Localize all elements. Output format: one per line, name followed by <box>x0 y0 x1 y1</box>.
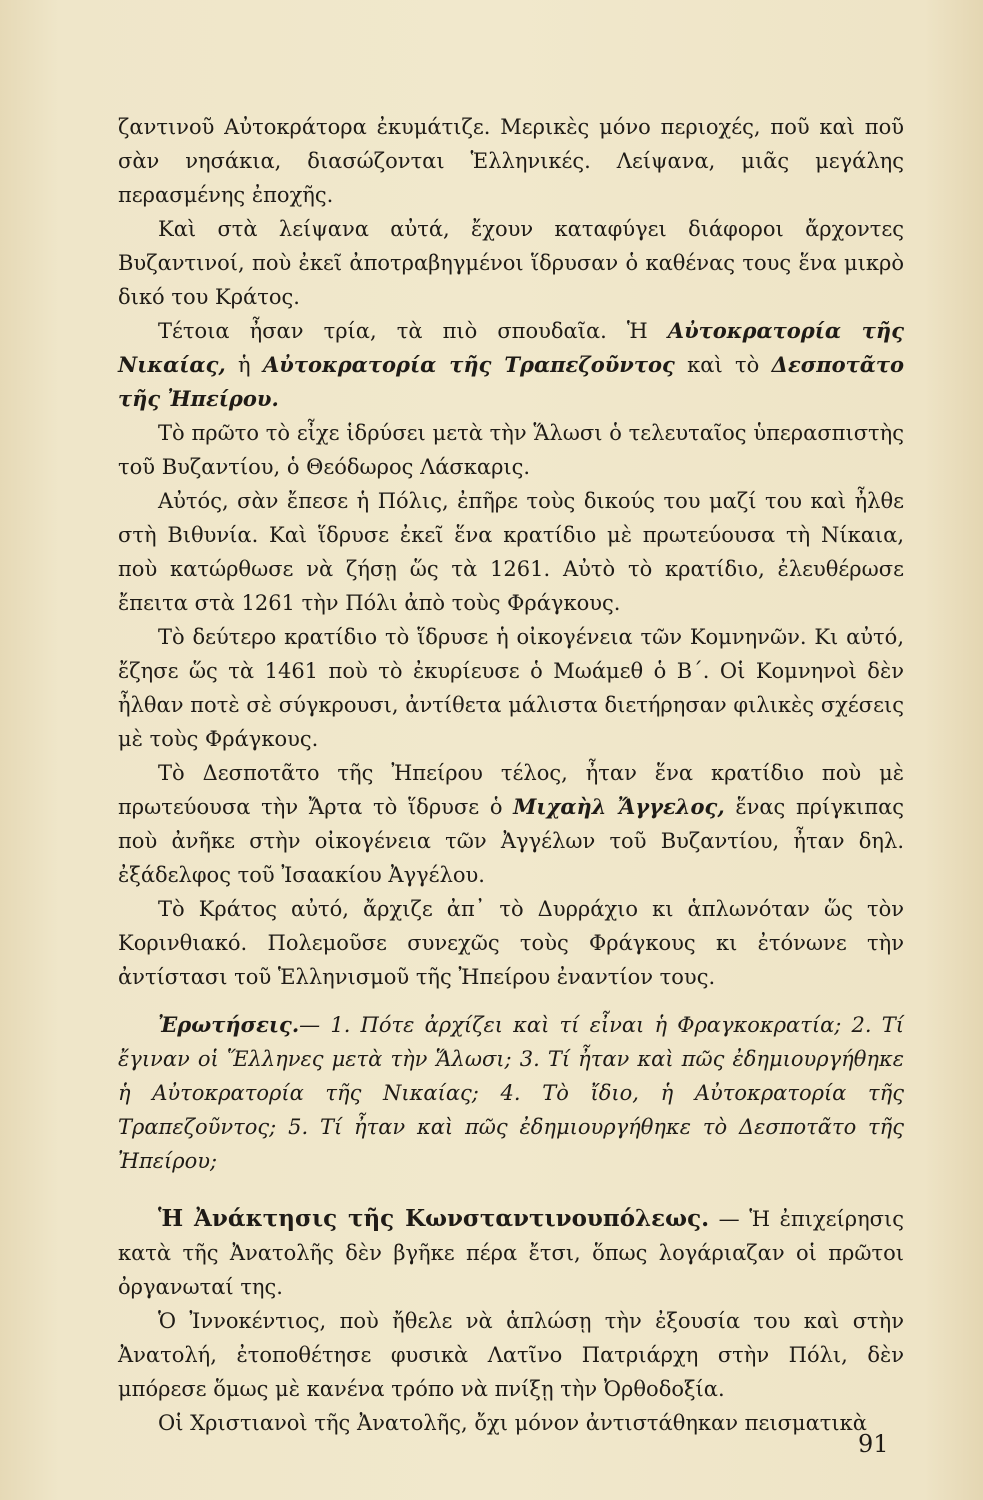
paragraph-3 <box>118 314 904 416</box>
empire-nicaea: Αὐτοκρατορία τῆς Νικαίας, <box>118 318 904 377</box>
text-run: καὶ τὸ <box>674 353 772 377</box>
questions-text: — 1. Πότε ἀρχίζει καὶ τί εἶναι ἡ Φραγκοκρατία; 2. Τί ἔγιναν οἱ Ἕλληνες μετὰ τὴν Ἅλωσι; 3. Τί ἦταν καὶ πῶς ἐδημιουργήθηκε ἡ Αὐτοκρατορία τῆς Νικαίας; 4. Τὸ ἴδιο, ἡ Αὐτοκρατορία τῆς Τραπεζοῦντος; 5. Τί ἦταν καὶ πῶς ἐδημιουργήθηκε τὸ Δεσποτᾶτο τῆς Ἠπείρου; <box>118 1013 904 1173</box>
section-heading: Ἡ Ἀνάκτησις τῆς Κωνσταντινουπόλεως. <box>158 1205 710 1232</box>
section-paragraph-2: Ὁ Ἰννοκέντιος, ποὺ ἤθελε νὰ ἁπλώσῃ τὴν ἐξουσία του καὶ στὴν Ἀνατολή, ἐτοποθέτησε φυσικὰ Λατῖνο Πατριάρχη στὴν Πόλι, δὲν μπόρεσε ὅμως μὲ κανένα τρόπο νὰ πνίξῃ τὴν Ὀρθοδοξία. <box>118 1309 904 1401</box>
paragraph-6: Τὸ δεύτερο κρατίδιο τὸ ἵδρυσε ἡ οἰκογένεια τῶν Κομνηνῶν. Κι αὐτό, ἔζησε ὥς τὰ 1461 ποὺ τὸ ἐκυρίευσε ὁ Μωάμεθ ὁ Β΄. Οἱ Κομνηνοὶ δὲν ἦλθαν ποτὲ σὲ σύγκρουσι, ἀντίθετα μάλιστα διετήρησαν φιλικὲς σχέσεις μὲ τοὺς Φράγκους. <box>118 625 904 751</box>
paragraph-2: Καὶ στὰ λείψανα αὐτά, ἔχουν καταφύγει διάφοροι ἄρχοντες Βυζαντινοί, ποὺ ἐκεῖ ἀποτραβηγμένοι ἵδρυσαν ὁ καθένας τους ἕνα μικρὸ δικό του Κράτος. <box>118 217 904 309</box>
empire-trebizond: Αὐτοκρατορία τῆς Τραπεζοῦντος <box>262 352 675 377</box>
questions <box>118 1008 904 1178</box>
text-run: Τὸ Δεσποτᾶτο τῆς Ἠπείρου τέλος, ἦταν ἕνα κρατίδιο ποὺ μὲ πρωτεύουσα τὴν Ἄρτα τὸ ἵδρυσε ὁ <box>118 761 904 819</box>
paragraph-8: Τὸ Κράτος αὐτό, ἄρχιζε ἀπ᾿ τὸ Δυρράχιο κι ἁπλωνόταν ὥς τὸν Κορινθιακό. Πολεμοῦσε συνεχῶς τοὺς Φράγκους κι ἐτόνωνε τὴν ἀντίστασι τοῦ Ἑλληνισμοῦ τῆς Ἠπείρου ἐναντίον τους. <box>118 897 904 989</box>
text-run: Τέτοια ἦσαν τρία, τὰ πιὸ σπουδαῖα. Ἡ <box>158 319 668 343</box>
page-number: 91 <box>858 1430 889 1458</box>
paragraph-4: Τὸ πρῶτο τὸ εἶχε ἱδρύσει μετὰ τὴν Ἅλωσι ὁ τελευταῖος ὑπερασπιστὴς τοῦ Βυζαντίου, ὁ Θεόδωρος Λάσκαρις. <box>118 421 904 479</box>
questions-label: Ἐρωτήσεις. <box>158 1012 300 1037</box>
paragraph-7 <box>118 756 904 892</box>
section-text: — Ἡ ἐπιχείρησις κατὰ τῆς Ἀνατολῆς δὲν βγῆκε πέρα ἔτσι, ὅπως λογάριαζαν οἱ πρῶτοι ὀργανωταί της. <box>118 1207 904 1299</box>
section-paragraph-3: Οἱ Χριστιανοὶ τῆς Ἀνατολῆς, ὄχι μόνον ἀντιστάθηκαν πεισματικὰ <box>158 1411 867 1435</box>
despotate-epirus: Δεσποτᾶτο τῆς Ἠπείρου. <box>118 352 905 411</box>
section-paragraph <box>118 1202 904 1304</box>
paragraph-1: ζαντινοῦ Αὐτοκράτορα ἐκυμάτιζε. Μερικὲς μόνο περιοχές, ποῦ καὶ ποῦ σὰν νησάκια, διασώζονται Ἑλληνικές. Λείψανα, μιᾶς μεγάλης περασμένης ἐποχῆς. <box>118 115 904 207</box>
text-run: ἡ <box>225 353 263 377</box>
paragraph-5: Αὐτός, σὰν ἔπεσε ἡ Πόλις, ἐπῆρε τοὺς δικούς του μαζί του καὶ ἦλθε στὴ Βιθυνία. Καὶ ἵδρυσε ἐκεῖ ἕνα κρατίδιο μὲ πρωτεύουσα τὴ Νίκαια, ποὺ κατώρθωσε νὰ ζήσῃ ὥς τὰ 1261. Αὐτὸ τὸ κρατίδιο, ἐλευθέρωσε ἔπειτα στὰ 1261 τὴν Πόλι ἀπὸ τοὺς Φράγκους. <box>118 489 904 615</box>
body-text <box>118 110 904 1440</box>
michael-angelos: Μιχαὴλ Ἄγγελος, <box>513 794 725 819</box>
text-run: ἕνας πρίγκιπας ποὺ ἀνῆκε στὴν οἰκογένεια τῶν Ἀγγέλων τοῦ Βυζαντίου, ἦταν δηλ. ἐξάδελφος τοῦ Ἰσαακίου Ἀγγέλου. <box>118 795 905 887</box>
